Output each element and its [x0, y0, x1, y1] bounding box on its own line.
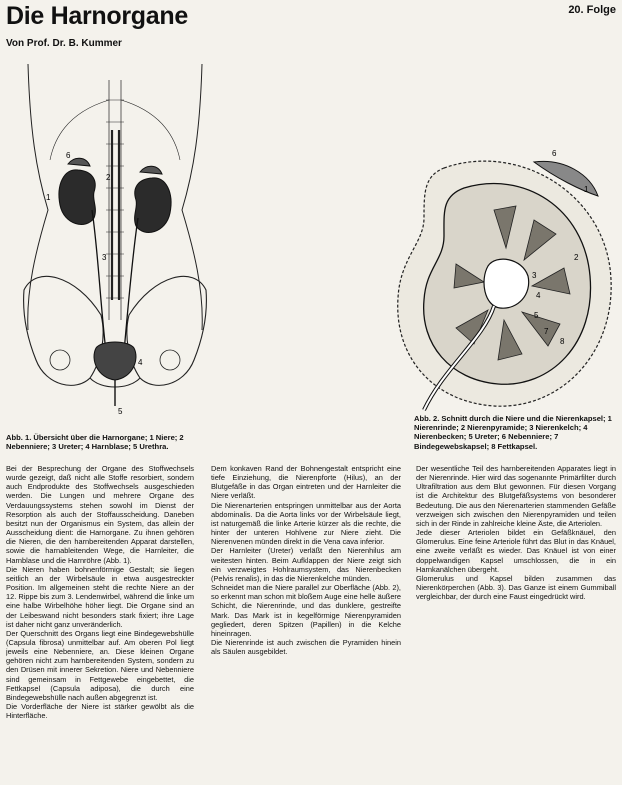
fig2-label-7: 7 [544, 327, 549, 336]
fig2-label-2: 2 [574, 253, 579, 262]
text-column-2 [211, 464, 401, 782]
fig1-label-6: 6 [66, 151, 71, 160]
fig2-label-3: 3 [532, 271, 537, 280]
kidney-section-illustration [384, 148, 620, 414]
text-column-3 [416, 464, 616, 782]
paragraph: Der Harnleiter (Ureter) verläßt den Nierenhilus am weitesten hinten. Beim Aufklappen der Niere zeigt sich ein verzweigtes Hohlraumsystem, das Nierenbecken (Pelvis renalis), in das die Nierenkelche münden. [211, 546, 401, 583]
fig2-label-4: 4 [536, 291, 541, 300]
fig2-label-5: 5 [534, 311, 539, 320]
series-label: 20. Folge [568, 4, 616, 16]
fig2-label-1: 1 [584, 185, 589, 194]
fig1-label-5: 5 [118, 407, 123, 416]
paragraph: Die Nierenrinde ist auch zwischen die Pyramiden hinein als Säulen ausgebildet. [211, 637, 401, 657]
paragraph: Jede dieser Arteriolen bildet ein Gefäßknäuel, den Glomerulus. Eine feine Arteriole führt das Blut in das Knäuel, eine zweite verläßt es wieder. Das Knäuel ist von einer doppelwandigen Kapsel umschlossen, die in ein Harnkanälchen übergeht. [416, 528, 616, 574]
fig1-label-3: 3 [102, 253, 107, 262]
urinary-organs-illustration [6, 60, 224, 430]
paragraph: Die Vorderfläche der Niere ist stärker gewölbt als die Hinterfläche. [6, 702, 194, 721]
author-line: Von Prof. Dr. B. Kummer [6, 38, 122, 49]
fig2-label-8: 8 [560, 337, 565, 346]
paragraph: Der wesentliche Teil des harnbereitenden Apparates liegt in der Nierenrinde. Hier wird das sogenannte Primärfilter durch Ultrafiltration aus dem Blut gewonnen. Für diesen Vorgang ist die Architektur des Blutgefäßsystems von besonderer Bedeutung. Die aus den Nierenarterien stammenden Gefäße verzweigen sich zwischen den Nierenpyramiden und teilen sich in der Rinde in zahlreiche kleine Äste, die Arteriolen. [416, 464, 616, 528]
paragraph: Die Nieren haben bohnenförmige Gestalt; sie liegen seitlich an der Wirbelsäule in etwa ausgestreckter Position. Im allgemeinen steht die rechte Niere an der 12. Rippe bis zum 3. Lendenwirbel, während die linke um eine halbe Wirbelhöhe höher liegt. Die Organe sind an der Leibeswand nicht besonders stark fixiert; ihre Lage ist daher nicht ganz unveränderlich. [6, 564, 194, 629]
fig2-label-6: 6 [552, 149, 557, 158]
figure2-caption: Abb. 2. Schnitt durch die Niere und die Nierenkapsel; 1 Nierenrinde; 2 Nierenpyramide; 3 Nierenkelch; 4 Nierenbecken; 5 Ureter; 6 Nebenniere; 7 Bindegewebskapsel; 8 Fettkapsel. [414, 414, 612, 451]
paragraph: Schneidet man die Niere parallel zur Oberfläche (Abb. 2), so erkennt man schon mit bloßem Auge eine helle äußere Schicht, die Nierenrinde, und das dunklere, gestreifte Mark. Das Mark ist in kegelförmige Nierenpyramiden gegliedert, deren Spitzen (Papillen) in die Kelche hineinragen. [211, 583, 401, 638]
paragraph: Die Nierenarterien entspringen unmittelbar aus der Aorta abdominalis. Da die Aorta links vor der Wirbelsäule liegt, ist naturgemäß die linke Arterie kürzer als die rechte, die hinter der unteren Hohlvene zur Niere zieht. Die Nierenvenen münden direkt in die Vena cava inferior. [211, 500, 401, 547]
fig1-label-4: 4 [138, 358, 143, 367]
page-title: Die Harnorgane [6, 2, 188, 30]
fig1-label-2: 2 [106, 173, 111, 182]
paragraph: Glomerulus und Kapsel bilden zusammen das Nierenkörperchen (Abb. 3). Das Ganze ist einem Gummiball vergleichbar, der durch eine Faust eingedrückt wird. [416, 573, 616, 602]
paragraph: Dem konkaven Rand der Bohnengestalt entspricht eine tiefe Einziehung, die Nierenpforte (Hilus), an der Blutgefäße in das Organ eintreten und der Harnleiter die Niere verläßt. [211, 464, 401, 501]
fig1-label-1: 1 [46, 193, 51, 202]
paragraph: Der Querschnitt des Organs liegt eine Bindegewebshülle (Capsula fibrosa) unmittelbar auf. Am oberen Pol liegt jeweils eine Nebenniere, an. Diese kleinen Organe gehören nicht zum harnbereitenden System, sondern zu den Drüsen mit innerer Sekretion. Niere und Nebenniere sind gemeinsam in Fettgewebe eingebettet, die Fettkapsel (Capsula adiposa), die durch eine Bindegewebshülle nach außen abgegrenzt ist. [6, 628, 194, 702]
text-column-1 [6, 464, 194, 782]
paragraph: Bei der Besprechung der Organe des Stoffwechsels wurde gezeigt, daß nicht alle Stoffe resorbiert, sondern auch Endprodukte des Stoffwechsels ausgeschieden werden. Die Lungen und mehrere Organe des Verdauungssystems stehen sowohl im Dienst der Resorption als auch der Stoffausscheidung. Daneben besitzt nun der Organismus ein System, das allein der Ausscheidung dient: die Harnorgane. Zu ihnen gehören die Nieren, die den harnbereitenden Apparat darstellen, sowie die harnableitenden Wege, die Harnleiter, die Harnblase und die Harnröhre (Abb. 1). [6, 464, 194, 565]
figure1-caption: Abb. 1. Übersicht über die Harnorgane; 1 Niere; 2 Nebenniere; 3 Ureter; 4 Harnblase; 5 Urethra. [6, 433, 184, 452]
